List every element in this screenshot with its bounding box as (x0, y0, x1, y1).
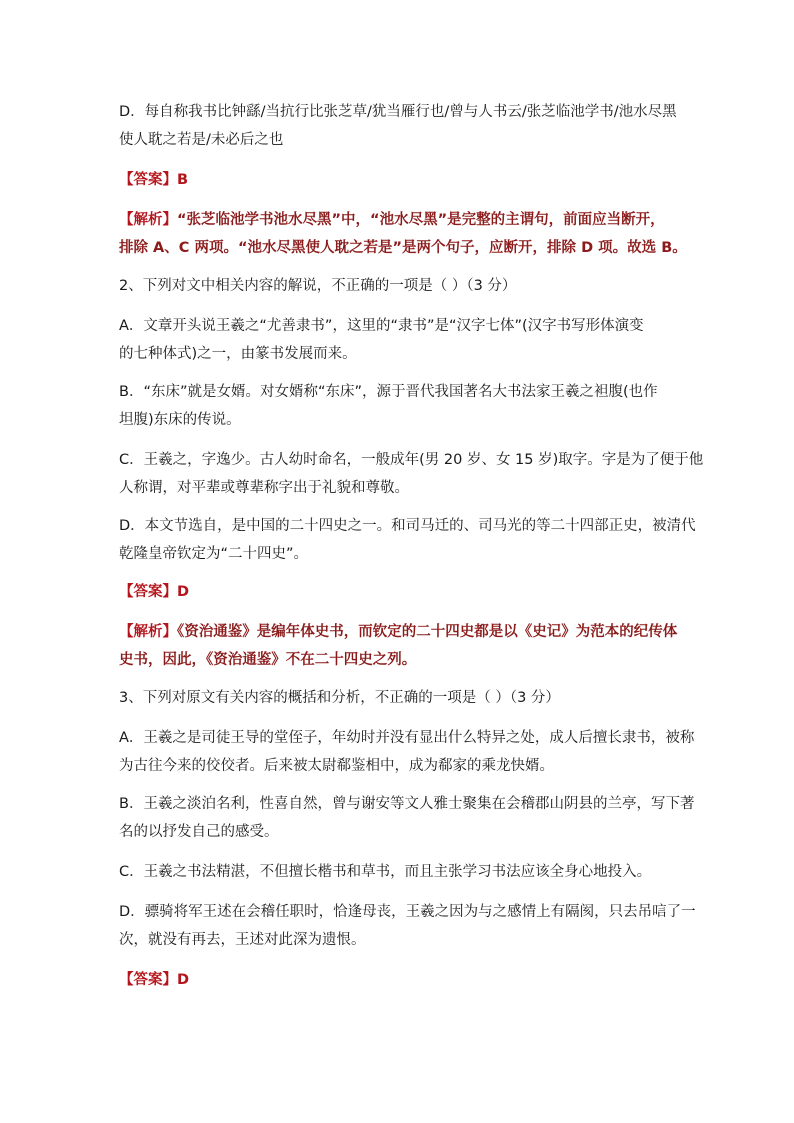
option-text-line: D．每自称我书比钟繇/当抗行比张芝草/犹当雁行也/曾与人书云/张芝临池学书/池水尽黑 (119, 104, 677, 120)
answer-value: D (177, 584, 190, 600)
answer-2 (119, 578, 679, 606)
option-text-line: A．文章开头说王羲之“尤善隶书”，这里的“隶书”是“汉字七体”(汉字书写形体演变 (119, 318, 644, 334)
answer-value: B (177, 172, 189, 188)
option-text-line: D．骠骑将军王述在会稽任职时，恰逢母丧，王羲之因为与之感情上有隔阂，只去吊唁了一 (119, 904, 696, 920)
option-text-line: D．本文节选自，是中国的二十四史之一。和司马迁的、司马光的等二十四部正史，被清代 (119, 518, 696, 534)
question-3-option-d (119, 898, 696, 954)
question-3-option-a (119, 724, 695, 780)
question-2-option-d (119, 512, 696, 568)
option-text-line: 人称谓，对平辈或尊辈称字出于礼貌和尊敬。 (119, 480, 409, 496)
analysis-text: “张芝临池学书池水尽黑”中，“池水尽黑”是完整的主谓句，前面应当断开， (177, 212, 665, 228)
question-2-option-a (119, 312, 679, 368)
analysis-text: 《资治通鉴》是编年体史书，而钦定的二十四史都是以《史记》为范本的纪传体 (177, 624, 678, 640)
question-2-stem (119, 272, 679, 300)
answer-value: D (177, 972, 190, 988)
previous-option-d (119, 98, 679, 154)
option-text-line: 坦腹)东床的传说。 (119, 412, 241, 428)
question-3-option-b (119, 790, 695, 846)
option-text-line: B．王羲之淡泊名利，性喜自然，曾与谢安等文人雅士聚集在会稽郡山阴县的兰亭，写下著 (119, 796, 695, 812)
option-text-line: B．“东床”就是女婿。对女婿称“东床”，源于晋代我国著名大书法家王羲之袒腹(也作 (119, 384, 658, 400)
option-text-line: C．王羲之书法精湛，不但擅长楷书和草书，而且主张学习书法应该全身心地投入。 (119, 864, 652, 880)
answer-tag: 【答案】 (119, 972, 177, 988)
option-text-line: 乾隆皇帝钦定为“二十四史”。 (119, 546, 309, 562)
answer-tag: 【答案】 (119, 172, 177, 188)
option-text-line: 次，就没有再去，王述对此深为遗恨。 (119, 932, 366, 948)
option-text-line: 的七种体式)之一，由篆书发展而来。 (119, 346, 357, 362)
option-text-line: C．王羲之，字逸少。古人幼时命名，一般成年(男 20 岁、女 15 岁)取字。字是为了便于他 (119, 452, 704, 468)
question-2-option-b (119, 378, 679, 434)
analysis-tag: 【解析】 (119, 212, 177, 228)
option-text-line: 为古往今来的佼佼者。后来被太尉郗鉴相中，成为郗家的乘龙快婿。 (119, 758, 554, 774)
answer-tag: 【答案】 (119, 584, 177, 600)
analysis-1 (119, 206, 687, 262)
question-3-option-c (119, 858, 679, 886)
answer-3 (119, 966, 679, 994)
question-2-option-c (119, 446, 704, 502)
analysis-text: 排除 A、C 两项。“池水尽黑使人耽之若是”是两个句子，应断开，排除 D 项。故选 B。 (119, 240, 687, 256)
analysis-tag: 【解析】 (119, 624, 177, 640)
option-text-line: A．王羲之是司徒王导的堂侄子，年幼时并没有显出什么特异之处，成人后擅长隶书，被称 (119, 730, 695, 746)
option-text-line: 名的以抒发自己的感受。 (119, 824, 279, 840)
question-stem: 2、下列对文中相关内容的解说，不正确的一项是（ ）（3 分） (119, 278, 517, 294)
analysis-text: 史书，因此，《资治通鉴》不在二十四史之列。 (119, 652, 417, 668)
question-3-stem (119, 684, 679, 712)
option-text-line: 使人耽之若是/未必后之也 (119, 132, 284, 148)
analysis-2 (119, 618, 679, 674)
answer-1 (119, 166, 679, 194)
question-stem: 3、下列对原文有关内容的概括和分析，不正确的一项是（ ）（3 分） (119, 690, 560, 706)
